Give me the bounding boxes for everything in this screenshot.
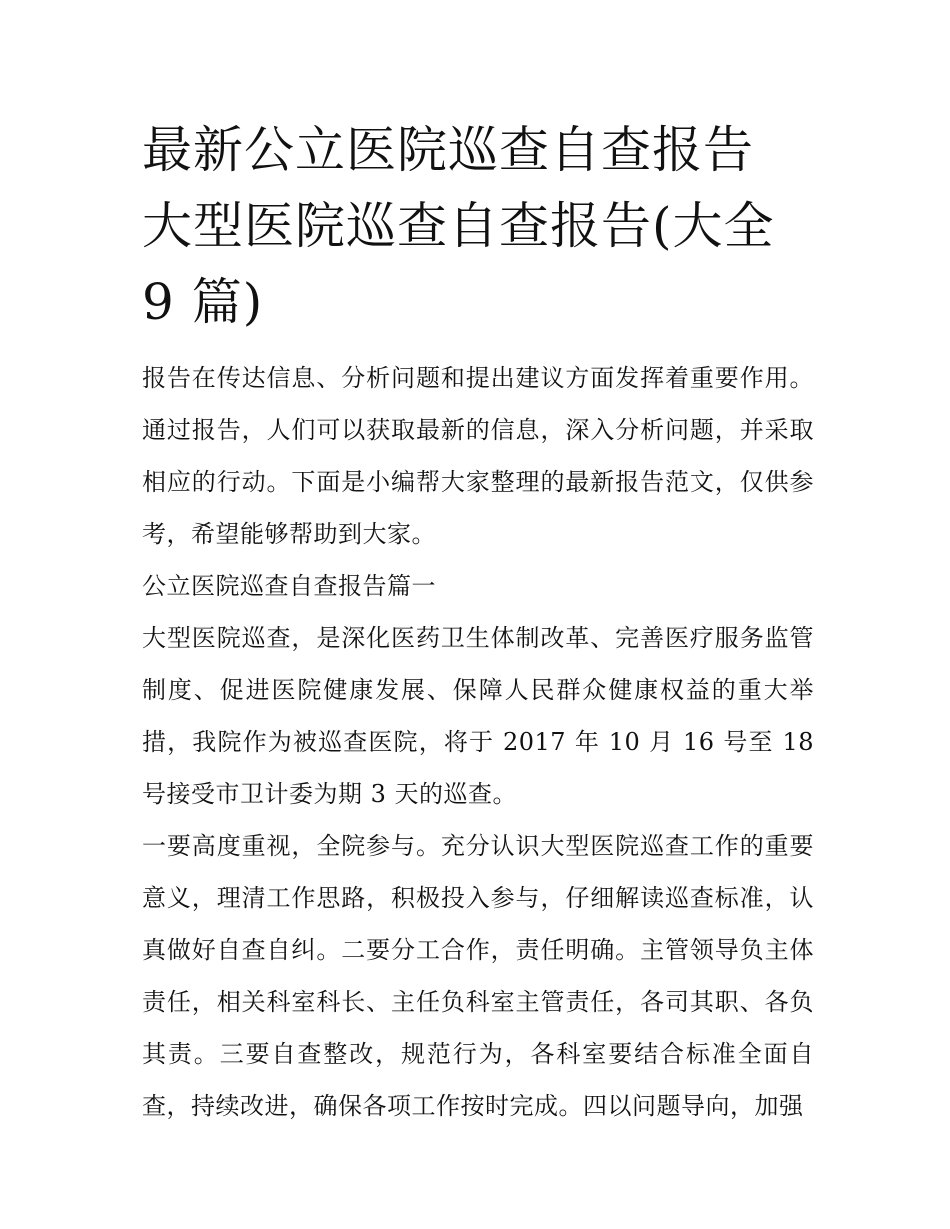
body-paragraph-2: 一要高度重视，全院参与。充分认识大型医院巡查工作的重要意义，理清工作思路，积极投入参与，仔细解读巡查标准，认真做好自查自纠。二要分工合作，责任明确。主管领导负主体责任，相关科室科长、主任负科室主管责任，各司其职、各负其责。三要自查整改，规范行为，各科室要结合标准全面自查，持续改进，确保各项工作按时完成。四以问题导向，加强 [142, 832, 814, 1120]
body-paragraph-1: 大型医院巡查，是深化医药卫生体制改革、完善医疗服务监管制度、促进医院健康发展、保障人民群众健康权益的重大举措，我院作为被巡查医院，将于 2017 年 10 月 16 号至 18 号接受市卫计委为期 3 天的巡查。 [142, 624, 814, 808]
intro-paragraph: 报告在传达信息、分析问题和提出建议方面发挥着重要作用。通过报告，人们可以获取最新的信息，深入分析问题，并采取相应的行动。下面是小编帮大家整理的最新报告范文，仅供参考，希望能够帮助到大家。 [142, 364, 814, 548]
document-body [142, 352, 814, 1132]
document-page [142, 112, 814, 1132]
section-heading: 公立医院巡查自查报告篇一 [142, 572, 436, 600]
document-title: 最新公立医院巡查自查报告 大型医院巡查自查报告(大全 9 篇) [142, 121, 775, 331]
